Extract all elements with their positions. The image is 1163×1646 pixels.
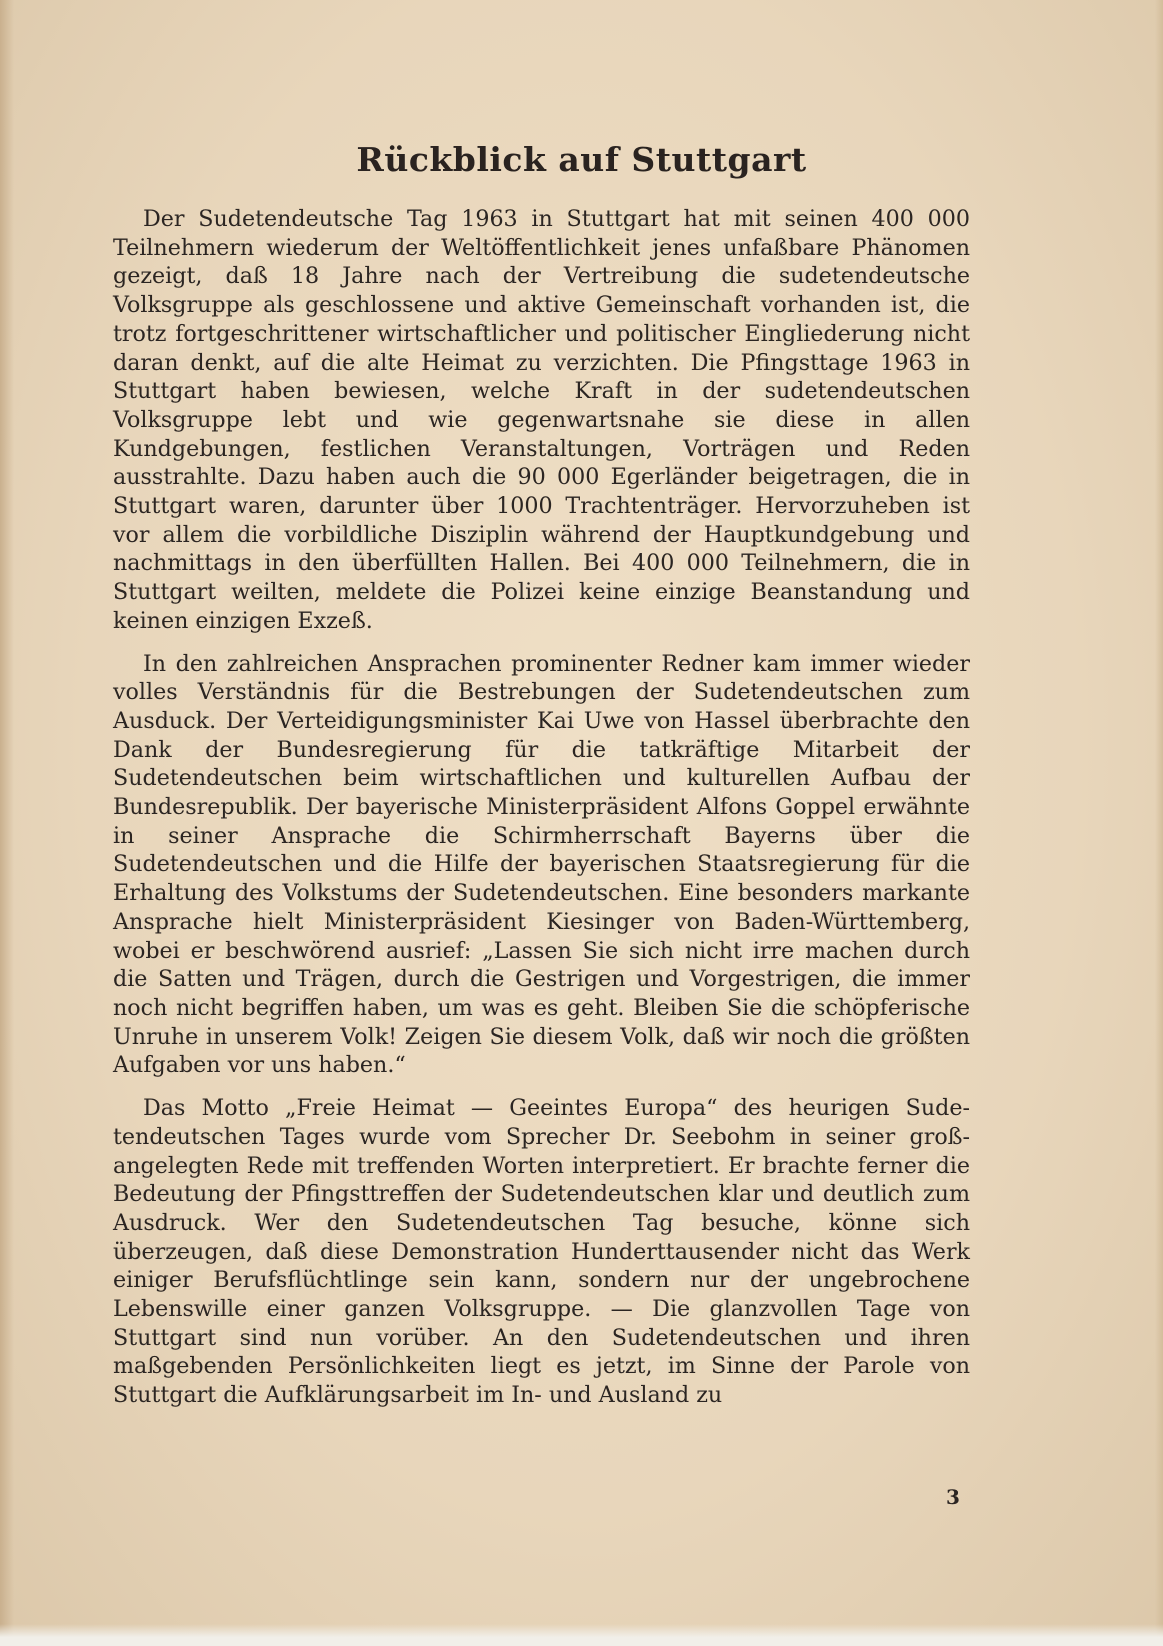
paragraph-3: Das Motto „Freie Heimat — Geeintes Europa“ des heurigen Sudetendeutschen Tages wurde vom Sprecher Dr. Seebohm in seiner großangelegten Rede mit treffenden Worten interpretiert. Er brachte ferner die Bedeutung der Pfingsttreffen der Sudetendeutschen klar und deutlich zum Ausdruck. Wer den Sudetendeutschen Tag besuche, könne sich überzeugen, daß diese Demonstration Hunderttausender nicht das Werk einiger Berufsflüchtlinge sein kann, sondern nur der ungebrochene Lebenswille einer ganzen Volksgruppe. — Die glanzvollen Tage von Stuttgart sind nun vorüber. An den Sudetendeutschen und ihren maßgebenden Persönlichkeiten liegt es jetzt, im Sinne der Parole von Stuttgart die Aufklärungsarbeit im In- und Ausland zu	[113, 1095, 970, 1409]
article-body	[113, 205, 970, 1424]
paragraph-1: Der Sudetendeutsche Tag 1963 in Stuttgart hat mit seinen 400 000 Teilnehmern wiederum der Weltöffentlichkeit jenes unfaßbare Phänomen gezeigt, daß 18 Jahre nach der Vertreibung die sudetendeutsche Volksgruppe als geschlossene und aktive Gemeinschaft vorhanden ist, die trotz fortgeschrittener wirtschaftlicher und politischer Eingliederung nicht daran denkt, auf die alte Heimat zu verzichten. Die Pfingsttage 1963 in Stuttgart haben bewiesen, welche Kraft in der sudetendeutschen Volksgruppe lebt und wie gegenwartsnahe sie diese in allen Kundgebungen, festlichen Veranstaltungen, Vorträgen und Reden ausstrahlte. Dazu haben auch die 90 000 Egerländer beigetragen, die in Stuttgart waren, darunter über 1000 Trachtenträger. Hervorzuheben ist vor allem die vorbildliche Disziplin während der Hauptkundgebung und nachmittags in den überfüllten Hallen. Bei 400 000 Teilnehmern, die in Stuttgart weilten, meldete die Polizei keine einzige Beanstandung und keinen einzigen Exzeß.	[113, 206, 970, 634]
page-edge-shadow-right	[1155, 0, 1163, 1646]
page-edge-shadow-left	[0, 0, 14, 1646]
page-number: 3	[946, 1485, 960, 1509]
paragraph-2: In den zahlreichen Ansprachen prominenter Redner kam immer wieder volles Verständnis für die Bestrebungen der Sudetendeutschen zum Ausduck. Der Verteidigungsminister Kai Uwe von Hassel überbrachte den Dank der Bundesregierung für die tatkräftige Mitarbeit der Sudetendeutschen beim wirtschaftlichen und kulturellen Aufbau der Bundesrepublik. Der bayerische Ministerpräsident Alfons Goppel erwähnte in seiner Ansprache die Schirmherrschaft Bayerns über die Sudetendeutschen und die Hilfe der bayerischen Staatsregierung für die Erhaltung des Volkstums der Sudetendeutschen. Eine besonders markante Ansprache hielt Ministerpräsident Kiesinger von Baden-Württemberg, wobei er beschwörend ausrief: „Lassen Sie sich nicht irre machen durch die Satten und Trägen, durch die Gestrigen und Vorgestrigen, die immer noch nicht begriffen haben, um was es geht. Bleiben Sie die schöpferische Unruhe in unserem Volk! Zeigen Sie diesem Volk, daß wir noch die größten Aufgaben vor uns haben.“	[113, 650, 970, 1079]
page-edge-bottom	[0, 1624, 1163, 1646]
article-title: Rückblick auf Stuttgart	[356, 140, 807, 179]
